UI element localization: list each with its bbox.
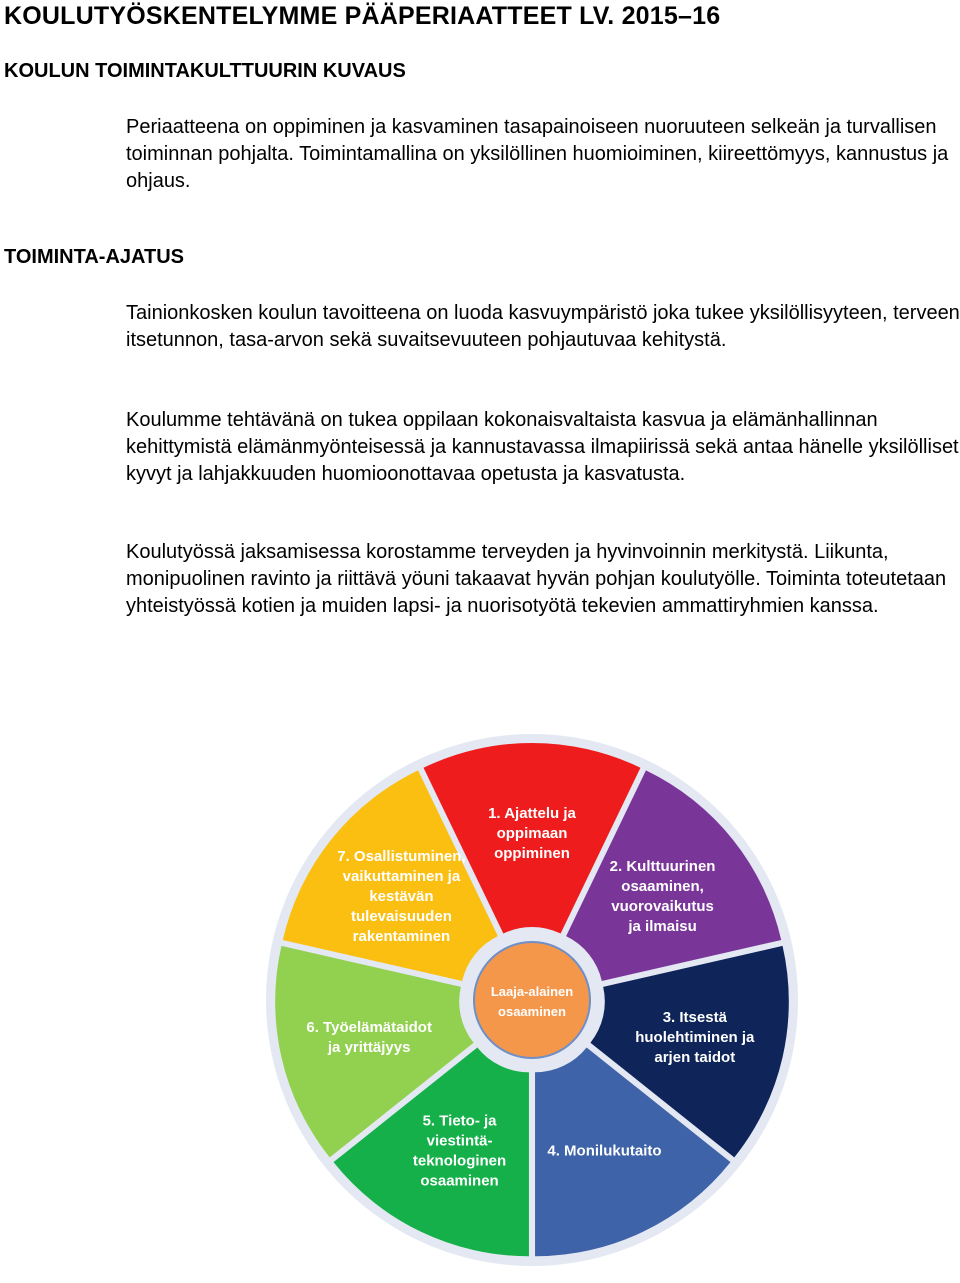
wheel-segment-label-line: tulevaisuuden	[351, 907, 452, 925]
paragraph-toimintakulttuuri: Periaatteena on oppiminen ja kasvaminen tasapainoiseen nuoruuteen selkeän ja turvallisen toiminnan pohjalta. Toimintamallina on yksilöllinen huomioiminen, kiireettömyys, kannustus ja ohjaus.	[126, 116, 949, 192]
paragraph-tehtava: Koulumme tehtävänä on tukea oppilaan kokonaisvaltaista kasvua ja elämänhallinnan kehittymistä elämänmyönteisessä ja kannustavassa ilmapiirissä sekä antaa hänelle yksilölliset kyvyt ja lahjakkuuden huomioonottavaa opetusta ja kasvatusta.	[126, 409, 959, 485]
wheel-segment-label-1	[488, 805, 576, 862]
wheel-segment-label-4	[547, 1142, 661, 1159]
wheel-segment-label-line: 4. Monilukutaito	[547, 1142, 662, 1160]
wheel-center-label-line: osaaminen	[498, 1004, 566, 1019]
wheel-center	[474, 942, 590, 1058]
wheel-segment-label-line: ja yrittäjyys	[327, 1039, 411, 1057]
wheel-segment-label-line: osaaminen,	[621, 877, 704, 895]
wheel-segment-label-line: vuorovaikutus	[611, 897, 714, 915]
paragraph-jaksaminen: Koulutyössä jaksamisessa korostamme terveyden ja hyvinvoinnin merkitystä. Liikunta, monipuolinen ravinto ja riittävä yöuni takaavat hyvän pohjan koulutyölle. Toiminta toteutetaan yhteistyössä kotien ja muiden lapsi- ja nuorisotyötä tekevien ammattiryhmien kanssa.	[126, 541, 947, 617]
wheel-segment-label-line: ja ilmaisu	[628, 917, 697, 935]
wheel-segment-label-line: 2. Kulttuurinen	[609, 857, 716, 875]
paragraph-tavoite: Tainionkosken koulun tavoitteena on luoda kasvuympäristö joka tukee yksilöllisyyteen, terveen itsetunnon, tasa-arvon sekä suvaitsevuuteen pohjautuvaa kehitystä.	[126, 302, 960, 351]
wheel-segment-label-line: osaaminen	[420, 1172, 499, 1190]
page-title: KOULUTYÖSKENTELYMME PÄÄPERIAATTEET LV. 2015–16	[4, 2, 721, 30]
wheel-segment-label-line: arjen taidot	[654, 1049, 736, 1067]
wheel-segment-label-line: vaikuttaminen ja	[342, 867, 461, 885]
wheel-center-label-line: Laaja-alainen	[490, 984, 574, 999]
section-heading-toimintakulttuuri: KOULUN TOIMINTAKULTTUURIN KUVAUS	[4, 60, 406, 82]
wheel-segment-label-line: 5. Tieto- ja	[422, 1112, 497, 1130]
wheel-segment-label-line: teknologinen	[412, 1152, 507, 1170]
wheel-segment-label-line: 7. Osallistuminen,	[337, 847, 466, 865]
section-heading-toiminta-ajatus: TOIMINTA-AJATUS	[4, 246, 184, 268]
wheel-segment-label-line: kestävän	[369, 887, 434, 905]
wheel-segment-label-line: oppiminen	[494, 845, 570, 862]
wheel-segment-label-line: oppimaan	[496, 825, 568, 842]
wheel-segment-label-line: 1. Ajattelu ja	[488, 805, 576, 822]
wheel-segment-label-line: 3. Itsestä	[662, 1009, 727, 1027]
wheel-segment-label-line: 6. Työelämätaidot	[306, 1019, 432, 1037]
wheel-segment-label-line: rakentaminen	[352, 927, 451, 945]
competence-wheel-diagram	[262, 720, 802, 1275]
wheel-segment-label-line: viestintä-	[426, 1132, 493, 1150]
wheel-center-circle	[474, 942, 590, 1058]
wheel-segment-label-line: huolehtiminen ja	[635, 1029, 755, 1047]
